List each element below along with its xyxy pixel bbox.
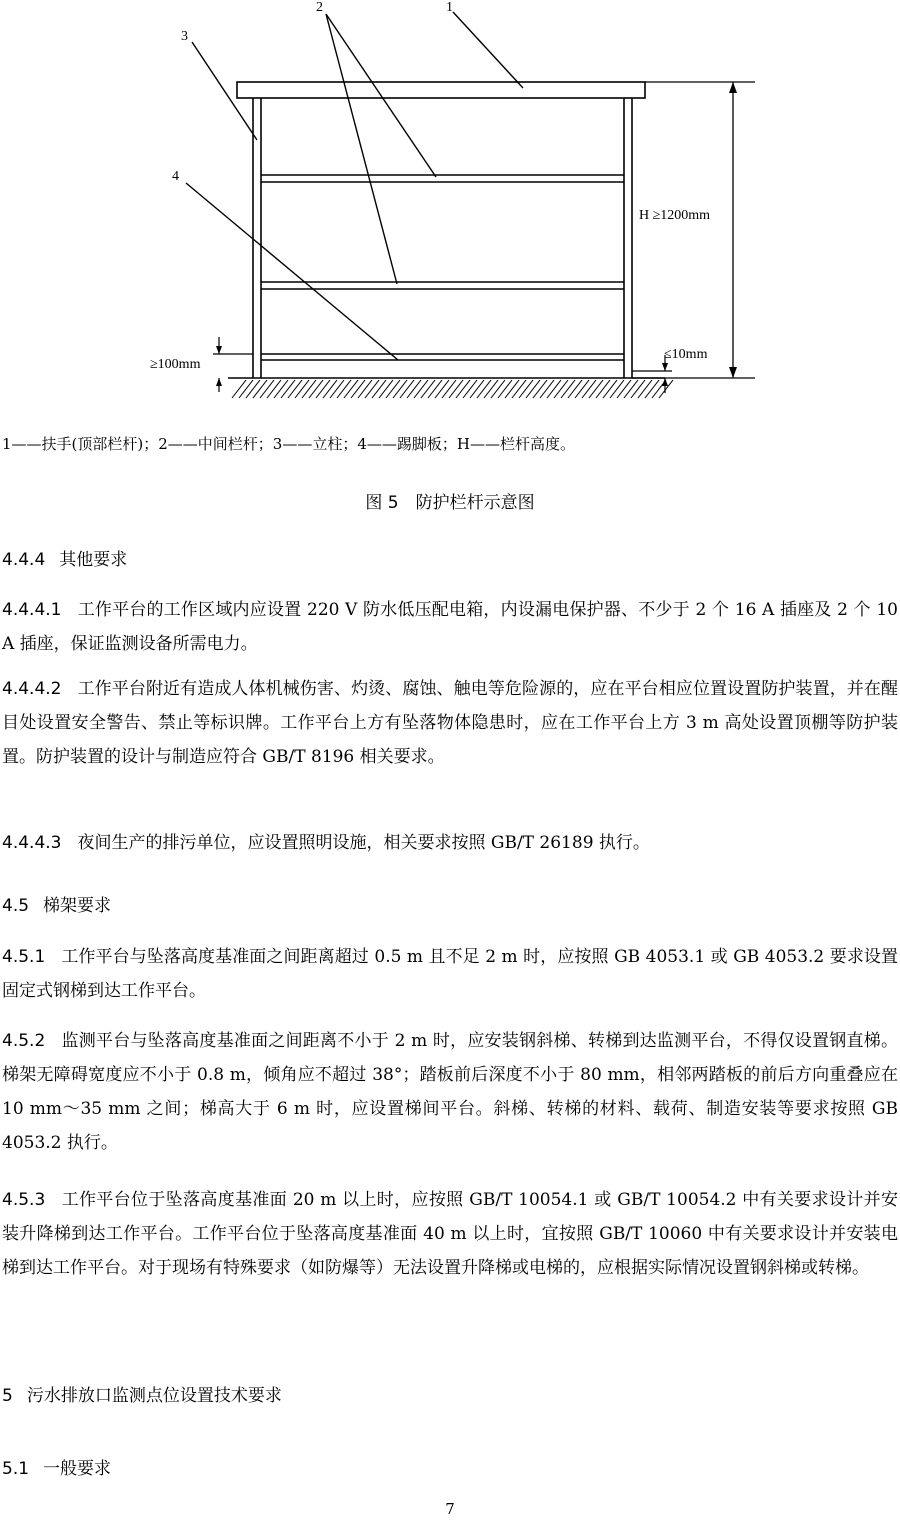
clause-text: 监测平台与坠落高度基准面之间距离不小于 2 m 时，应安装钢斜梯、转梯到达监测平台，不得仅设置钢直梯。梯架无障碍宽度应不小于 0.8 m，倾角应不超过 38°；踏板前后深度不小于 80 mm，相邻两踏板的前后方向重叠应在 10 mm～35 mm 之间；梯高大于 6 m 时，应设置梯间平台。斜梯、转梯的材料、载荷、制造安装等要求按照 GB 4053.2 执行。 bbox=[2, 1031, 898, 1153]
hatch-line bbox=[400, 380, 414, 398]
heading-4-4-4 bbox=[2, 545, 127, 570]
hatch-line bbox=[568, 380, 582, 398]
hatch-line bbox=[512, 380, 526, 398]
guardrail-diagram bbox=[0, 0, 900, 420]
hatch-line bbox=[232, 380, 246, 398]
heading-number: 5.1 bbox=[2, 1459, 30, 1479]
heading-5 bbox=[2, 1381, 282, 1406]
hatch-line bbox=[638, 380, 652, 398]
hatch-line bbox=[449, 380, 463, 398]
hatch-line bbox=[316, 380, 330, 398]
top-rail bbox=[237, 82, 645, 98]
callout-4: 4 bbox=[172, 169, 179, 184]
clause-number: 4.4.4.1 bbox=[2, 600, 62, 620]
middle-rail-upper bbox=[261, 175, 624, 182]
hatch-line bbox=[526, 380, 540, 398]
hatch-line bbox=[386, 380, 400, 398]
hatch-line bbox=[540, 380, 554, 398]
heading-title: 其他要求 bbox=[59, 550, 128, 570]
hatch-line bbox=[498, 380, 512, 398]
heading-title: 一般要求 bbox=[43, 1459, 112, 1479]
paragraph-4-4-4-2 bbox=[2, 672, 898, 774]
paragraph-4-5-2 bbox=[2, 1024, 898, 1160]
height-label: H ≥1200mm bbox=[639, 208, 711, 223]
heading-number: 4.4.4 bbox=[2, 550, 46, 570]
hatch-line bbox=[365, 380, 379, 398]
hatch-line bbox=[505, 380, 519, 398]
heading-number: 4.5 bbox=[2, 896, 30, 916]
hatch-line bbox=[484, 380, 498, 398]
hatch-line bbox=[351, 380, 365, 398]
hatch-line bbox=[274, 380, 288, 398]
figure-title: 图 5 防护栏杆示意图 bbox=[365, 493, 535, 513]
paragraph-4-5-1 bbox=[2, 940, 898, 1008]
hatch-line bbox=[617, 380, 631, 398]
hatch-line bbox=[267, 380, 281, 398]
callout-3: 3 bbox=[181, 29, 188, 44]
toe-board bbox=[261, 354, 624, 360]
hatch-line bbox=[575, 380, 589, 398]
clause-text: 夜间生产的排污单位，应设置照明设施，相关要求按照 GB/T 26189 执行。 bbox=[77, 833, 650, 853]
heading-5-1 bbox=[2, 1454, 111, 1479]
paragraph-4-5-3 bbox=[2, 1183, 898, 1285]
hatch-line bbox=[344, 380, 358, 398]
figure-legend: 1——扶手(顶部栏杆)；2——中间栏杆；3——立柱；4——踢脚板；H——栏杆高度。 bbox=[2, 435, 575, 453]
page-number: 7 bbox=[445, 1500, 455, 1518]
leader-3 bbox=[192, 42, 257, 140]
hatch-line bbox=[477, 380, 491, 398]
hatch-line bbox=[281, 380, 295, 398]
gap-left-dimension bbox=[213, 337, 253, 392]
hatch-line bbox=[302, 380, 316, 398]
hatch-line bbox=[561, 380, 575, 398]
hatch-line bbox=[582, 380, 596, 398]
hatch-line bbox=[239, 380, 253, 398]
hatch-line bbox=[470, 380, 484, 398]
hatch-line bbox=[596, 380, 610, 398]
leader-4 bbox=[186, 183, 398, 360]
hatch-line bbox=[414, 380, 428, 398]
post-right bbox=[624, 98, 632, 378]
callout-2: 2 bbox=[316, 0, 323, 15]
hatch-line bbox=[442, 380, 456, 398]
hatch-line bbox=[421, 380, 435, 398]
hatch-line bbox=[288, 380, 302, 398]
leader-1 bbox=[453, 12, 523, 88]
hatch-line bbox=[428, 380, 442, 398]
hatch-line bbox=[491, 380, 505, 398]
hatch-line bbox=[463, 380, 477, 398]
gap-left-label: ≥100mm bbox=[150, 357, 201, 372]
clause-number: 4.4.4.2 bbox=[2, 679, 62, 699]
clause-number: 4.5.3 bbox=[2, 1190, 46, 1210]
clause-number: 4.4.4.3 bbox=[2, 833, 62, 853]
middle-rail-lower bbox=[261, 282, 624, 289]
hatch-line bbox=[631, 380, 645, 398]
hatch-line bbox=[330, 380, 344, 398]
hatch-line bbox=[337, 380, 351, 398]
hatch-line bbox=[407, 380, 421, 398]
paragraph-4-4-4-3 bbox=[2, 826, 898, 860]
hatch-line bbox=[323, 380, 337, 398]
height-dimension bbox=[632, 82, 755, 378]
gap-right-label: ≤10mm bbox=[664, 347, 708, 362]
clause-number: 4.5.1 bbox=[2, 947, 46, 967]
clause-text: 工作平台与坠落高度基准面之间距离超过 0.5 m 且不足 2 m 时，应按照 GB 4053.1 或 GB 4053.2 要求设置固定式钢梯到达工作平台。 bbox=[2, 947, 898, 1001]
hatch-line bbox=[253, 380, 267, 398]
callout-1: 1 bbox=[446, 0, 453, 15]
hatch-line bbox=[603, 380, 617, 398]
leader-2b bbox=[326, 14, 397, 284]
heading-title: 梯架要求 bbox=[43, 896, 112, 916]
hatch-line bbox=[393, 380, 407, 398]
clause-number: 4.5.2 bbox=[2, 1031, 46, 1051]
hatch-line bbox=[295, 380, 309, 398]
hatch-line bbox=[610, 380, 624, 398]
hatch-line bbox=[589, 380, 603, 398]
hatch-line bbox=[309, 380, 323, 398]
leader-2a bbox=[326, 14, 436, 177]
hatch-line bbox=[554, 380, 568, 398]
hatch-line bbox=[624, 380, 638, 398]
clause-text: 工作平台位于坠落高度基准面 20 m 以上时，应按照 GB/T 10054.1 或 GB/T 10054.2 中有关要求设计并安装升降梯到达工作平台。工作平台位于坠落高度基准面 40 m 以上时，宜按照 GB/T 10060 中有关要求设计并安装电梯到达工作平台。对于现场有特殊要求（如防爆等）无法设置升降梯或电梯的，应根据实际情况设置钢斜梯或转梯。 bbox=[2, 1190, 898, 1278]
hatch-line bbox=[533, 380, 547, 398]
hatch-line bbox=[260, 380, 274, 398]
hatch-line bbox=[456, 380, 470, 398]
hatch-line bbox=[246, 380, 260, 398]
hatch-line bbox=[379, 380, 393, 398]
heading-title: 污水排放口监测点位设置技术要求 bbox=[26, 1386, 282, 1406]
ground-hatch bbox=[228, 378, 673, 398]
hatch-line bbox=[372, 380, 386, 398]
hatch-line bbox=[645, 380, 659, 398]
hatch-line bbox=[358, 380, 372, 398]
hatch-line bbox=[435, 380, 449, 398]
paragraph-4-4-4-1 bbox=[2, 593, 898, 661]
heading-number: 5 bbox=[2, 1386, 13, 1406]
hatch-line bbox=[547, 380, 561, 398]
clause-text: 工作平台的工作区域内应设置 220 V 防水低压配电箱，内设漏电保护器、不少于 2 个 16 A 插座及 2 个 10 A 插座，保证监测设备所需电力。 bbox=[2, 600, 898, 654]
heading-4-5 bbox=[2, 891, 111, 916]
clause-text: 工作平台附近有造成人体机械伤害、灼烫、腐蚀、触电等危险源的，应在平台相应位置设置防护装置，并在醒目处设置安全警告、禁止等标识牌。工作平台上方有坠落物体隐患时，应在工作平台上方 3 m 高处设置顶棚等防护装置。防护装置的设计与制造应符合 GB/T 8196 相关要求。 bbox=[2, 679, 898, 767]
hatch-line bbox=[519, 380, 533, 398]
